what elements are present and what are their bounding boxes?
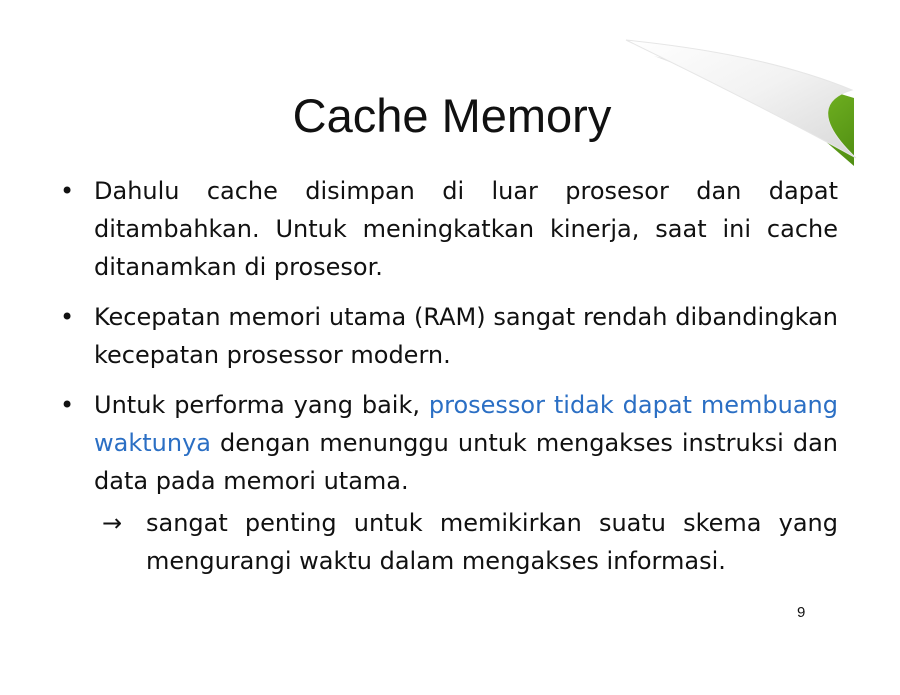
sub-point-text: sangat penting untuk memikirkan suatu skema yang mengurangi waktu dalam mengakses informasi. <box>146 509 838 575</box>
bullet-text: Dahulu cache disimpan di luar prosesor dan dapat ditambahkan. Untuk meningkatkan kinerja, saat ini cache ditanamkan di prosesor. <box>94 177 838 281</box>
bullet-text: Untuk performa yang baik, <box>94 391 429 419</box>
arrow-icon: → <box>102 509 123 537</box>
page-number: 9 <box>797 604 806 621</box>
bullet-item <box>60 172 838 286</box>
highlighted-text: prosessor tidak dapat membuang waktunya <box>94 391 838 457</box>
slide-title: Cache Memory <box>292 89 612 142</box>
bullet-marker: • <box>60 303 75 331</box>
bullet-item <box>60 386 838 500</box>
bullet-text-continued: dengan menunggu untuk mengakses instruksi dan data pada memori utama. <box>94 429 838 495</box>
bullet-marker: • <box>60 177 75 205</box>
slide-content <box>60 172 838 580</box>
bullet-item <box>60 298 838 374</box>
bullet-marker: • <box>60 391 75 419</box>
bullet-text: Kecepatan memori utama (RAM) sangat rendah dibandingkan kecepatan prosessor modern. <box>94 303 838 369</box>
sub-point <box>60 504 838 580</box>
